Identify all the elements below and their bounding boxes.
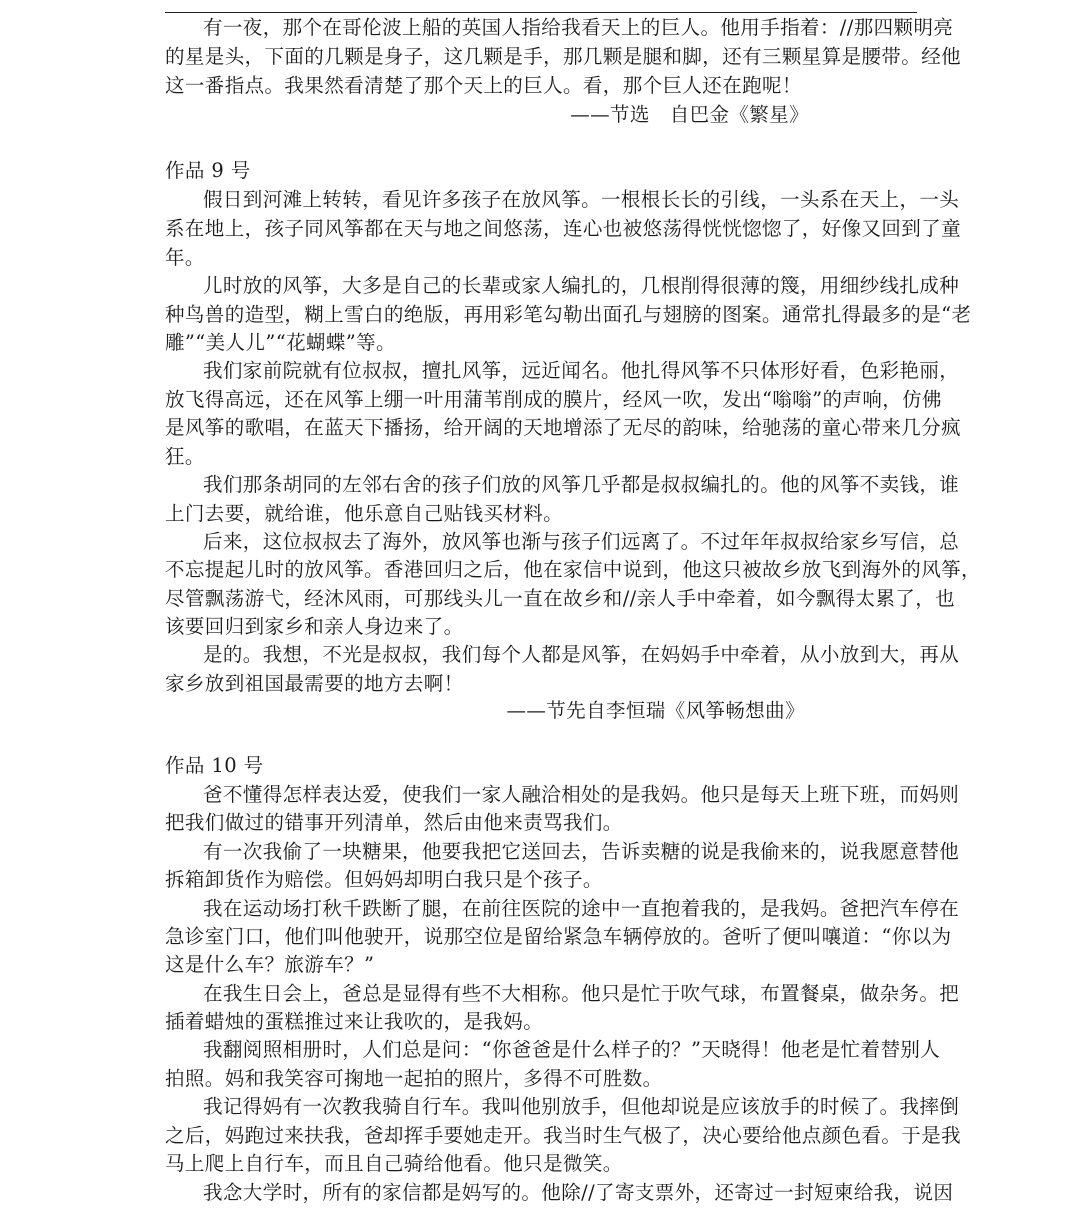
paragraph-line: 上门去要，就给谁，他乐意自己贴钱买材料。: [165, 502, 564, 525]
paragraph-line: 后来，这位叔叔去了海外，放风筝也渐与孩子们远离了。不过年年叔叔给家乡写信，总: [203, 530, 960, 553]
paragraph-line: 我们那条胡同的左邻右舍的孩子们放的风筝几乎都是叔叔编扎的。他的风筝不卖钱，谁: [203, 473, 960, 496]
paragraph-line: 该要回归到家乡和亲人身边来了。: [165, 615, 464, 638]
paragraph-line: 年。: [165, 246, 205, 269]
work-heading: 作品 9 号: [165, 159, 251, 182]
paragraph-line: 这是什么车？旅游车？”: [165, 953, 375, 976]
paragraph-line: 拆箱卸货作为赔偿。但妈妈却明白我只是个孩子。: [165, 868, 603, 891]
paragraph-line: 系在地上，孩子同风筝都在天与地之间悠荡，连心也被悠荡得恍恍惚惚了，好像又回到了童: [165, 217, 962, 240]
paragraph-line: 有一夜，那个在哥伦波上船的英国人指给我看天上的巨人。他用手指着：//那四颗明亮: [203, 16, 954, 39]
work-heading: 作品 10 号: [165, 754, 264, 777]
paragraph-line: 爸不懂得怎样表达爱，使我们一家人融洽相处的是我妈。他只是每天上班下班，而妈则: [203, 783, 960, 806]
paragraph-line: 儿时放的风筝，大多是自己的长辈或家人编扎的，几根削得很薄的篾，用细纱线扎成种: [203, 274, 960, 297]
paragraph-line: 我记得妈有一次教我骑自行车。我叫他别放手，但他却说是应该放手的时候了。我摔倒: [203, 1095, 960, 1118]
paragraph-line: 我在运动场打秋千跌断了腿，在前往医院的途中一直抱着我的，是我妈。爸把汽车停在: [203, 897, 960, 920]
paragraph-line: 有一次我偷了一块糖果，他要我把它送回去，告诉卖糖的说是我偷来的，说我愿意替他: [203, 840, 960, 863]
paragraph-line: 种鸟兽的造型，糊上雪白的绝版，再用彩笔勾勒出面孔与翅膀的图案。通常扎得最多的是“老: [165, 303, 972, 326]
paragraph-line: 的星是头，下面的几颗是身子，这几颗是手，那几颗是腿和脚，还有三颗星算是腰带。经他: [165, 45, 962, 68]
paragraph-line: 我翻阅照相册时，人们总是问：“你爸爸是什么样子的？”天晓得！他老是忙着替别人: [203, 1038, 941, 1061]
paragraph-line: 我们家前院就有位叔叔，擅扎风筝，远近闻名。他扎得风筝不只体形好看，色彩艳丽，: [203, 359, 960, 382]
paragraph-line: 不忘提起儿时的放风筝。香港回归之后，他在家信中说到，他这只被故乡放飞到海外的风筝，: [165, 558, 981, 581]
attribution: ——节选 自巴金《繁星》: [570, 103, 809, 126]
paragraph-line: 是的。我想，不光是叔叔，我们每个人都是风筝，在妈妈手中牵着，从小放到大，再从: [203, 643, 960, 666]
paragraph-line: 在我生日会上，爸总是显得有些不大相称。他只是忙于吹气球，布置餐桌，做杂务。把: [203, 982, 960, 1005]
paragraph-line: 放飞得高远，还在风筝上绷一叶用蒲苇削成的膜片，经风一吹，发出“嗡嗡”的声响，仿佛: [165, 388, 942, 411]
paragraph-line: 插着蜡烛的蛋糕推过来让我吹的，是我妈。: [165, 1010, 544, 1033]
paragraph-line: 雕”“美人儿”“花蝴蝶”等。: [165, 331, 396, 354]
attribution: ——节先自李恒瑞《风筝畅想曲》: [506, 699, 805, 722]
paragraph-line: 把我们做过的错事开列清单，然后由他来责骂我们。: [165, 811, 623, 834]
paragraph-line: 之后，妈跑过来扶我，爸却挥手要她走开。我当时生气极了，决心要给他点颜色看。于是我: [165, 1124, 962, 1147]
paragraph-line: 是风筝的歌唱，在蓝天下播扬，给开阔的天地增添了无尽的韵味，给驰荡的童心带来几分疯: [165, 416, 962, 439]
top-rule: [165, 12, 917, 13]
paragraph-line: 我念大学时，所有的家信都是妈写的。他除//了寄支票外，还寄过一封短柬给我，说因: [203, 1181, 954, 1204]
paragraph-line: 家乡放到祖国最需要的地方去啊！: [165, 672, 464, 695]
paragraph-line: 马上爬上自行车，而且自己骑给他看。他只是微笑。: [165, 1152, 623, 1175]
paragraph-line: 急诊室门口，他们叫他驶开，说那空位是留给紧急车辆停放的。爸听了便叫嚷道：“你以为: [165, 925, 952, 948]
paragraph-line: 尽管飘荡游弋，经沐风雨，可那线头儿一直在故乡和//亲人手中牵着，如今飘得太累了，也: [165, 587, 956, 610]
paragraph-line: 拍照。妈和我笑容可掬地一起拍的照片，多得不可胜数。: [165, 1067, 663, 1090]
paragraph-line: 狂。: [165, 445, 205, 468]
paragraph-line: 这一番指点。我果然看清楚了那个天上的巨人。看，那个巨人还在跑呢！: [165, 74, 802, 97]
document-page: [165, 0, 981, 1225]
paragraph-line: 假日到河滩上转转，看见许多孩子在放风筝。一根根长长的引线，一头系在天上，一头: [203, 188, 960, 211]
